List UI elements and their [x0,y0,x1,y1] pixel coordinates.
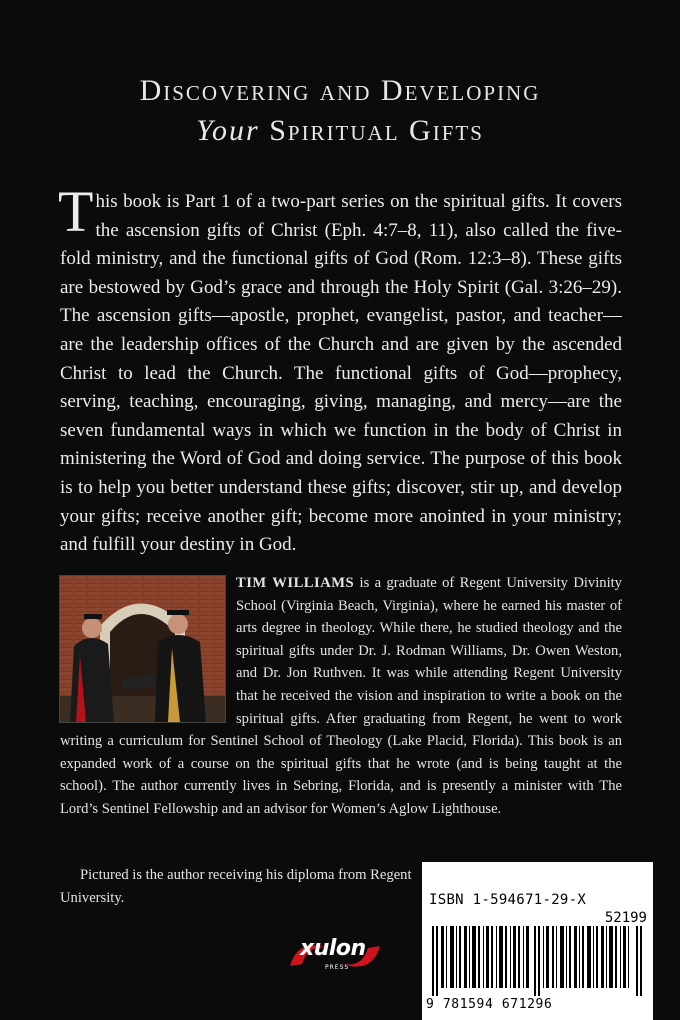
publisher-logo-subtext: PRESS [325,964,350,971]
title-line-1: Discovering and Developing [139,74,541,107]
price-code: 52199 [604,910,647,926]
author-name: TIM WILLIAMS [236,575,355,591]
isbn-text: ISBN 1-594671-29-X [429,892,587,908]
isbn-barcode [422,862,653,1020]
photo-caption: Pictured is the author receiving his diploma from Regent University. [60,867,412,906]
title-line-2-rest: Spiritual Gifts [259,114,484,147]
author-bio-text: is a graduate of Regent University Divinity School (Virginia Beach, Virginia), where he earned his master of arts degree in theology. While there, he studied theology and the spiritual gifts under Dr. J. Rodman Williams, Dr. Owen Weston, and Dr. Jon Ruthven. It was while attending Regent University that he received the vision and inspiration to write a book on the spiritual gifts. After graduating from Regent, he went to work writing a curriculum for Sentinel School of Theology (Lake Placid, Florida). This book is an expanded work of a course on the spiritual gifts that he wrote (and is being taught at the school). The author currently lives in Sebring, Florida, and is presently a minister with The Lord’s Sentinel Fellowship and an advisor for Women’s Aglow Lighthouse. [60,575,622,817]
publisher-logo-text: xulon [300,936,366,961]
title-your: Your [196,114,260,147]
ean-number: 9 781594 671296 [426,997,553,1012]
barcode-bars [432,926,644,996]
author-bio [60,572,622,821]
title-line-2 [0,114,680,148]
drop-cap: T [58,179,94,244]
description-text: his book is Part 1 of a two-part series on the spiritual gifts. It covers the ascension gifts of Christ (Eph. 4:7–8, 11), also called the five-fold ministry, and the functional gifts of God (Rom. 12:3–8). These gifts are bestowed by God’s grace and through the Holy Spirit (Gal. 3:26–29). The ascension gifts—apostle, prophet, evangelist, pastor, and teacher—are the leadership offices of the Church and are given by the ascended Christ to lead the Church. The functional gifts of God—prophecy, serving, teaching, encouraging, giving, managing, and mercy—are the seven fundamental ways in which we function in the body of Christ in ministering the Word of God and doing service. The purpose of this book is to help you better understand these gifts; discover, stir up, and develop your gifts; receive another gift; become more anointed in your ministry; and fulfill your destiny in God. [60,191,622,556]
book-description [58,179,622,560]
